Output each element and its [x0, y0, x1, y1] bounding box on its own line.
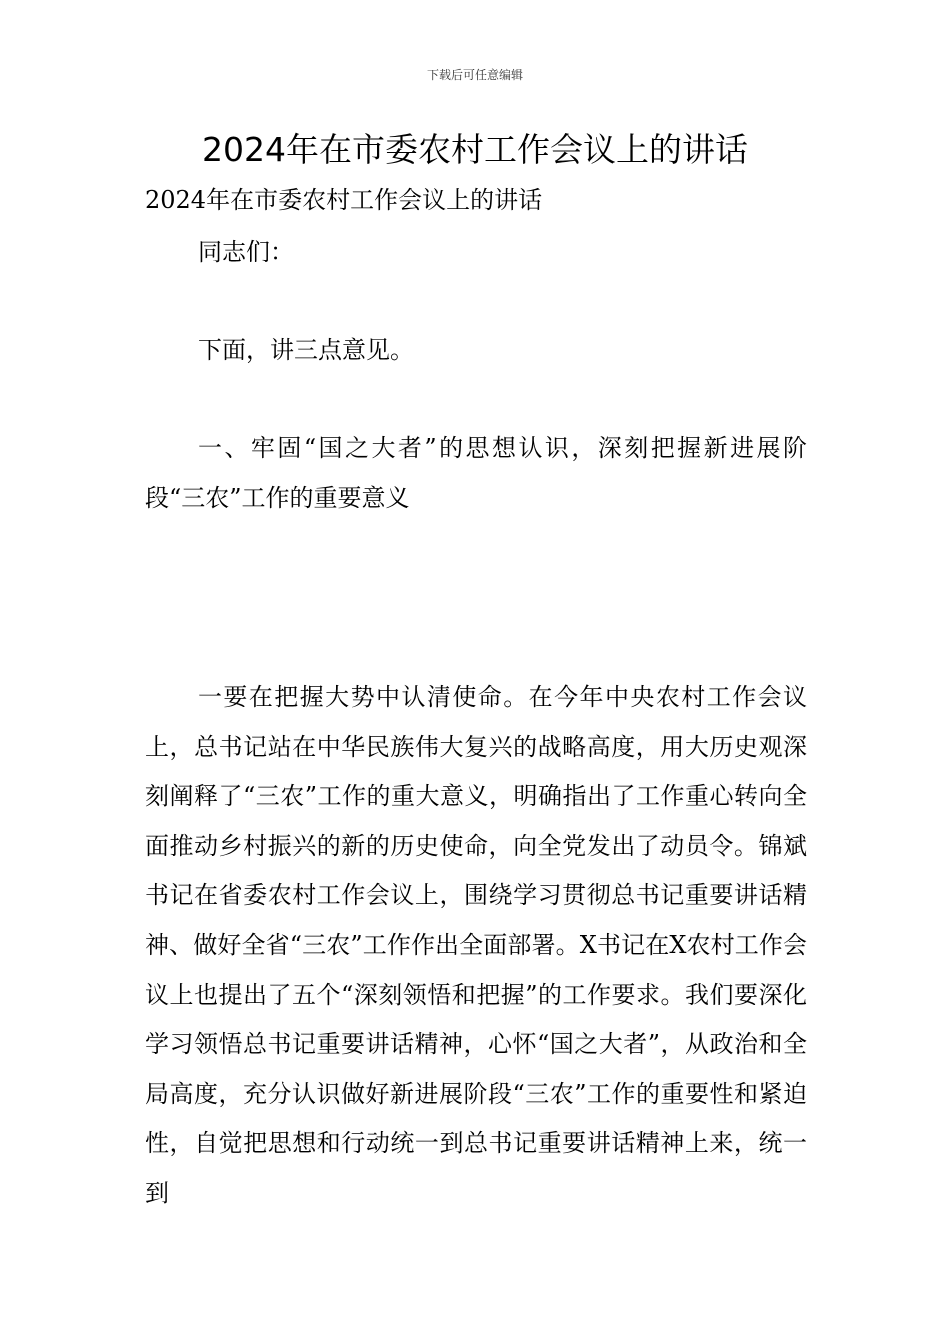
header-note: 下载后可任意编辑: [426, 68, 523, 82]
document-subtitle: 2024年在市委农村工作会议上的讲话: [145, 186, 543, 214]
body-paragraph: 一要在把握大势中认清使命。在今年中央农村工作会议上，总书记站在中华民族伟大复兴的战略高度，用大历史观深刻阐释了“三农”工作的重大意义，明确指出了工作重心转向全面推动乡村振兴的新的历史使命，向全党发出了动员令。锦斌书记在省委农村工作会议上，围绕学习贯彻总书记重要讲话精神、做好全省“三农”工作作出全面部署。X书记在X农村工作会议上也提出了五个“深刻领悟和把握”的工作要求。我们要深化学习领悟总书记重要讲话精神，心怀“国之大者”，从政治和全局高度，充分认识做好新进展阶段“三农”工作的重要性和紧迫性，自觉把思想和行动统一到总书记重要讲话精神上来，统一到: [145, 683, 807, 1207]
section-heading: 一、牢固“国之大者”的思想认识，深刻把握新进展阶段“三农”工作的重要意义: [145, 434, 807, 512]
document-title: 2024年在市委农村工作会议上的讲话: [202, 130, 748, 169]
salutation: 同志们：: [198, 238, 294, 266]
intro-paragraph: 下面，讲三点意见。: [198, 336, 414, 364]
